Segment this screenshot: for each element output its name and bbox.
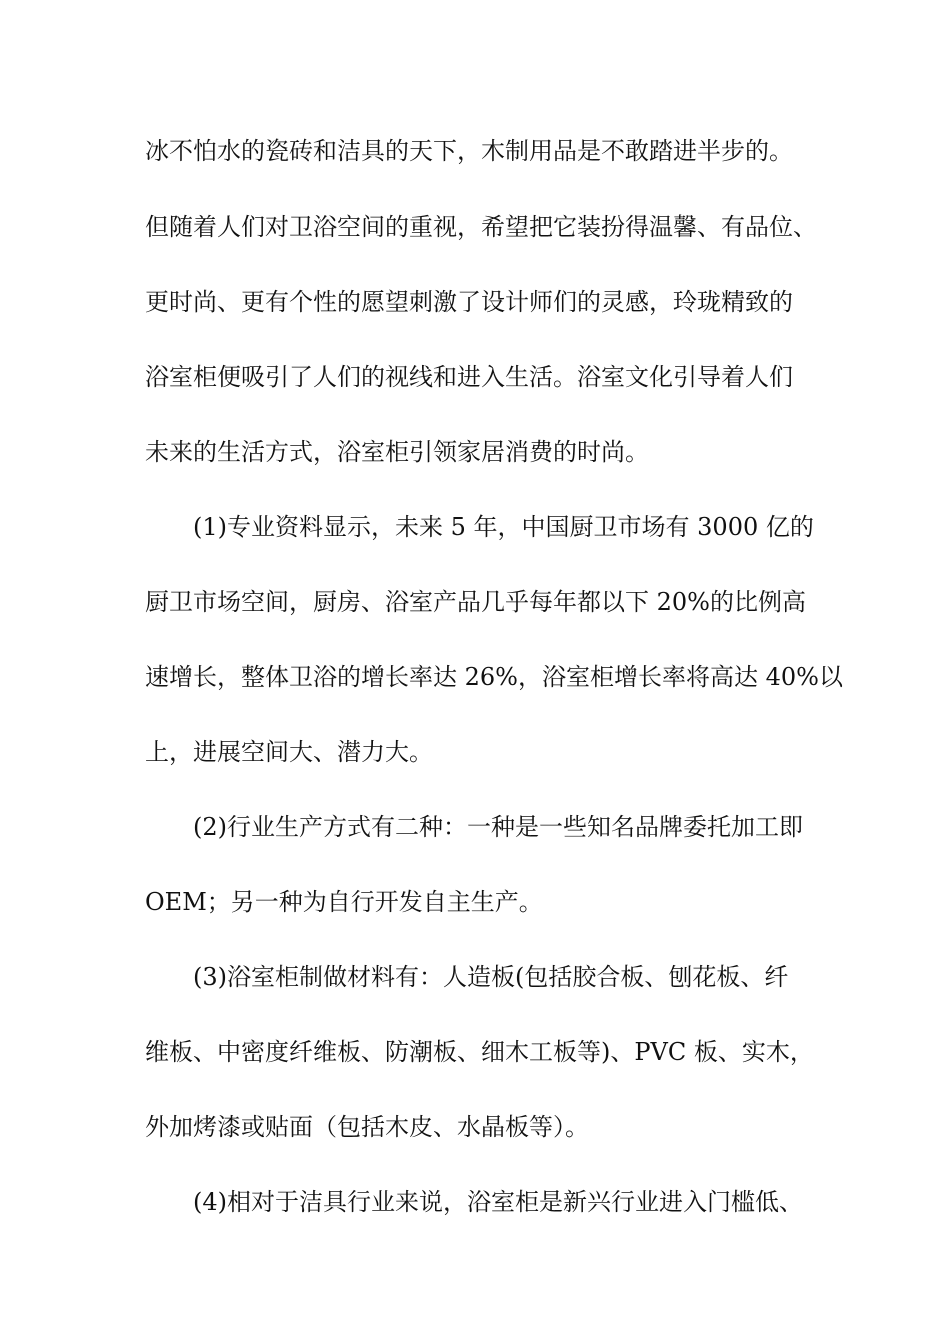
paragraph-2-start: (2)行业生产方式有二种：一种是一些知名品牌委托加工即 [193,813,803,841]
text-line: 未来的生活方式，浴室柜引领家居消费的时尚。 [145,438,649,466]
text-line: 速增长，整体卫浴的增长率达 26%，浴室柜增长率将高达 40%以 [145,663,843,691]
text-line: 外加烤漆或贴面（包括木皮、水晶板等）。 [145,1113,589,1141]
text-line: 上，进展空间大、潜力大。 [145,738,433,766]
paragraph-3-start: (3)浴室柜制做材料有：人造板(包括胶合板、刨花板、纤 [193,963,789,991]
paragraph-1-start: (1)专业资料显示，未来 5 年，中国厨卫市场有 3000 亿的 [193,513,814,541]
text-line: OEM；另一种为自行开发自主生产。 [145,888,543,916]
text-line: 厨卫市场空间，厨房、浴室产品几乎每年都以下 20%的比例高 [145,588,806,616]
text-line: 更时尚、更有个性的愿望刺激了设计师们的灵感，玲珑精致的 [145,288,793,316]
paragraph-4-start: (4)相对于洁具行业来说，浴室柜是新兴行业进入门槛低、 [193,1188,803,1216]
text-line: 浴室柜便吸引了人们的视线和进入生活。浴室文化引导着人们 [145,363,793,391]
text-line: 维板、中密度纤维板、防潮板、细木工板等)、PVC 板、实木， [145,1038,814,1066]
text-line: 冰不怕水的瓷砖和洁具的天下，木制用品是不敢踏进半步的。 [145,137,793,165]
text-line: 但随着人们对卫浴空间的重视，希望把它装扮得温馨、有品位、 [145,213,817,241]
